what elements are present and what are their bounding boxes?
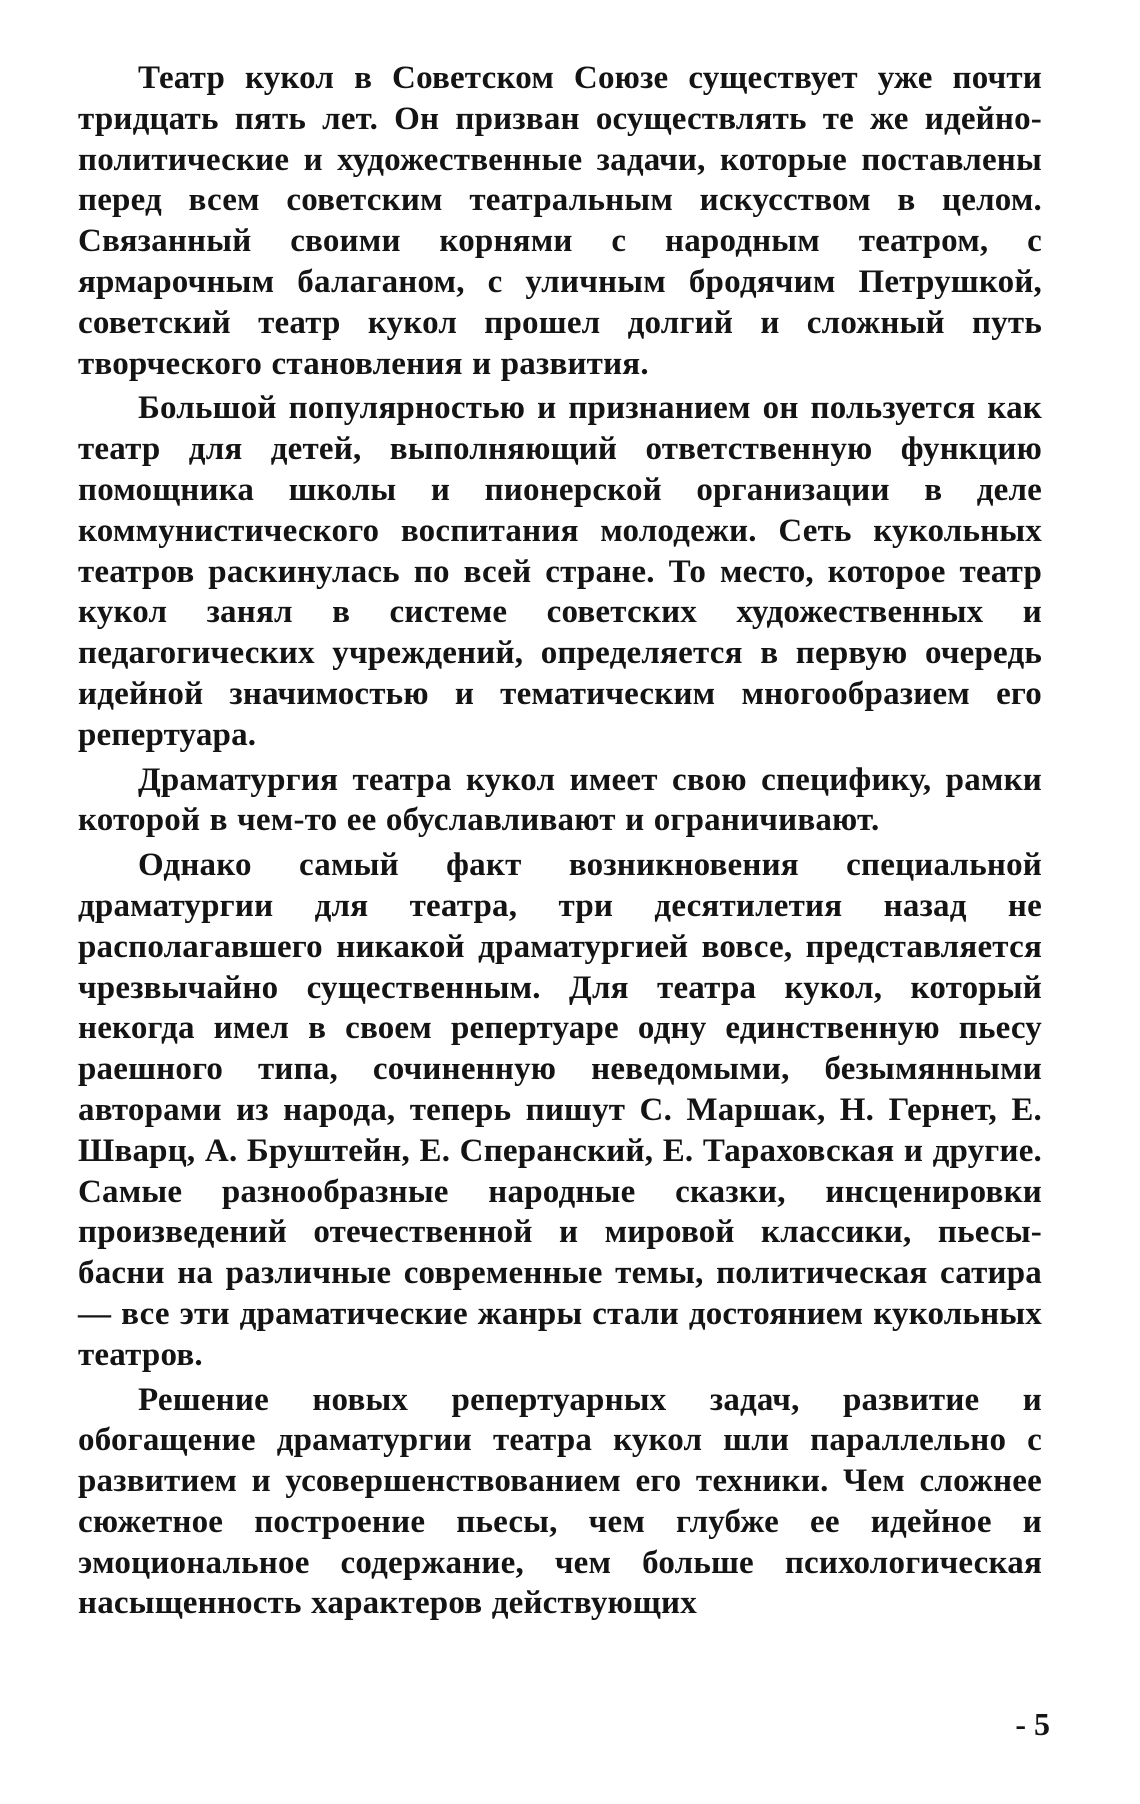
paragraph-1: Театр кукол в Советском Союзе существует уже почти тридцать пять лет. Он призван осуществлять те же идейно-политические и художественные задачи, которые поставлены перед всем советским театральным искусством в целом. Связанный своими корнями с народным театром, с ярмарочным балаганом, с уличным бродячим Петрушкой, советский театр кукол прошел долгий и сложный путь творческого становления и развития. — [78, 60, 1042, 382]
paragraph-3: Драматургия театра кукол имеет свою специфику, рамки которой в чем-то ее обуславливают и ограничивают. — [78, 761, 1042, 839]
paragraph-5: Решение новых репертуарных задач, развитие и обогащение драматургии театра кукол шли параллельно с развитием и усовершенствованием его техники. Чем сложнее сюжетное построение пьесы, чем глубже ее идейное и эмоциональное содержание, чем больше психологическая насыщенность характеров действующих — [78, 1381, 1042, 1622]
paragraph-2: Большой популярностью и признанием он пользуется как театр для детей, выполняющий ответственную функцию помощника школы и пионерской организации в деле коммунистического воспитания молодежи. Сеть кукольных театров раскинулась по всей стране. То место, которое театр кукол занял в системе советских художественных и педагогических учреждений, определяется в первую очередь идейной значимостью и тематическим многообразием его репертуара. — [78, 390, 1042, 753]
page-number: - 5 — [1015, 1706, 1050, 1742]
page-body — [78, 58, 1042, 1628]
paragraph-4: Однако самый факт возникновения специальной драматургии для театра, три десятилетия назад не располагавшего никакой драматургией вовсе, представляется чрезвычайно существенным. Для театра кукол, который некогда имел в своем репертуаре одну единственную пьесу раешного типа, сочиненную неведомыми, безымянными авторами из народа, теперь пишут С. Маршак, Н. Гернет, Е. Шварц, А. Бруштейн, Е. Сперанский, Е. Тараховская и другие. Самые разнообразные народные сказки, инсценировки произведений отечественной и мировой классики, пьесы-басни на различные современные темы, политическая сатира — все эти драматические жанры стали достоянием кукольных театров. — [78, 847, 1042, 1373]
